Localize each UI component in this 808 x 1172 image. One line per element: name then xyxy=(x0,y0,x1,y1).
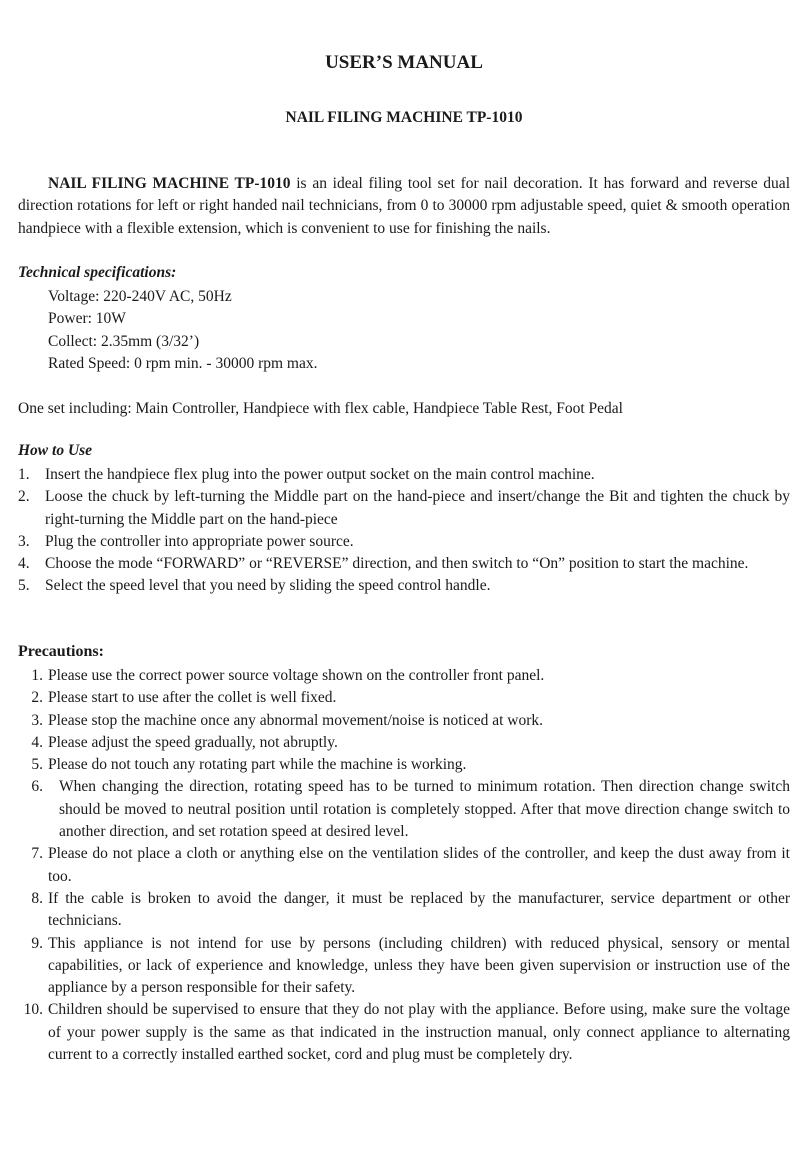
list-item-number: 7. xyxy=(31,845,43,863)
list-item-text: Plug the controller into appropriate power source. xyxy=(45,532,354,550)
list-item xyxy=(18,843,790,888)
list-item-text: Please use the correct power source voltage shown on the controller front panel. xyxy=(48,667,545,684)
list-item-number: 8. xyxy=(31,889,43,907)
precautions-heading: Precautions: xyxy=(18,643,104,660)
list-item xyxy=(18,687,790,709)
spec-collect: Collect: 2.35mm (3/32’) xyxy=(48,332,200,350)
specs-list xyxy=(48,286,318,375)
list-item-text: This appliance is not intend for use by persons (including children) with reduced physical, sensory or mental capabilities, or lack of experience and knowledge, unless they have been given supervision or instruction use of the appliance by a person responsible for their safety. xyxy=(48,934,790,997)
list-item-number: 6. xyxy=(31,778,43,796)
list-item-number: 1. xyxy=(31,667,43,684)
list-item xyxy=(18,732,790,754)
list-item-text: Please adjust the speed gradually, not abruptly. xyxy=(48,733,338,751)
list-item-number: 2. xyxy=(31,689,43,707)
spec-voltage: Voltage: 220-240V AC, 50Hz xyxy=(48,288,232,305)
page-title: USER’S MANUAL xyxy=(325,52,483,73)
list-item-text: Select the speed level that you need by sliding the speed control handle. xyxy=(45,577,491,595)
list-item-number: 4. xyxy=(31,733,43,751)
list-item-number: 4. xyxy=(18,555,30,573)
spec-rated-speed: Rated Speed: 0 rpm min. - 30000 rpm max. xyxy=(48,354,318,372)
precautions-list xyxy=(18,665,790,1066)
list-item-number: 5. xyxy=(18,577,30,595)
list-item-text: Children should be supervised to ensure that they do not play with the appliance. Before using, make sure the voltage of your power supply is the same as that indicated in the instruction manual, only connect appliance to alternating current to a correctly installed earthed socket, cord and plug must be completely dry. xyxy=(48,1001,790,1064)
list-item-text: Insert the handpiece flex plug into the power output socket on the main control machine. xyxy=(45,466,595,483)
list-item xyxy=(18,486,790,531)
spec-power: Power: 10W xyxy=(48,310,126,328)
list-item-text: If the cable is broken to avoid the danger, it must be replaced by the manufacturer, service department or other technicians. xyxy=(48,889,790,930)
product-subtitle: NAIL FILING MACHINE TP-1010 xyxy=(285,109,523,126)
list-item xyxy=(18,710,790,732)
list-item xyxy=(18,754,790,776)
list-item-number: 1. xyxy=(18,466,30,483)
intro-product-name: NAIL FILING MACHINE TP-1010 xyxy=(48,175,291,192)
list-item-number: 2. xyxy=(18,488,30,506)
intro-text: is an ideal filing tool set for nail decoration. It has forward and reverse dual direction rotations for left or right handed nail technicians, from 0 to 30000 rpm adjustable speed, quiet & smooth operation handpiece with a flexible extension, which is convenient to use for finishing the nails. xyxy=(18,175,790,237)
list-item-number: 10. xyxy=(23,1001,43,1019)
specs-heading: Technical specifications: xyxy=(18,264,177,281)
list-item xyxy=(18,776,790,843)
list-item xyxy=(18,464,790,486)
list-item-text: Please stop the machine once any abnormal movement/noise is noticed at work. xyxy=(48,711,544,729)
intro-paragraph xyxy=(18,173,790,240)
how-to-use-heading: How to Use xyxy=(18,442,93,459)
set-including: One set including: Main Controller, Handpiece with flex cable, Handpiece Table Rest, Foot Pedal xyxy=(18,400,623,417)
list-item xyxy=(18,933,790,1000)
list-item xyxy=(18,531,790,553)
list-item xyxy=(18,553,790,575)
list-item-number: 3. xyxy=(31,711,43,729)
list-item-text: When changing the direction, rotating speed has to be turned to minimum rotation. Then direction change switch should be moved to neutral position until rotation is completely stopped. After that move direction change switch to another direction, and set rotation speed at desired level. xyxy=(59,778,790,841)
list-item-text: Please do not touch any rotating part while the machine is working. xyxy=(48,756,467,774)
list-item-number: 5. xyxy=(31,756,43,774)
list-item xyxy=(18,575,790,597)
list-item-text: Loose the chuck by left-turning the Middle part on the hand-piece and insert/change the Bit and tighten the chuck by right-turning the Middle part on the hand-piece xyxy=(45,488,790,528)
how-to-use-list xyxy=(18,464,790,598)
list-item-text: Choose the mode “FORWARD” or “REVERSE” direction, and then switch to “On” position to start the machine. xyxy=(45,555,749,573)
list-item-text: Please start to use after the collet is well fixed. xyxy=(48,689,337,707)
list-item-number: 3. xyxy=(18,532,30,550)
list-item-number: 9. xyxy=(31,934,43,952)
list-item xyxy=(18,999,790,1066)
list-item xyxy=(18,888,790,933)
list-item-text: Please do not place a cloth or anything else on the ventilation slides of the controller, and keep the dust away from it too. xyxy=(48,845,790,885)
list-item xyxy=(18,665,790,687)
